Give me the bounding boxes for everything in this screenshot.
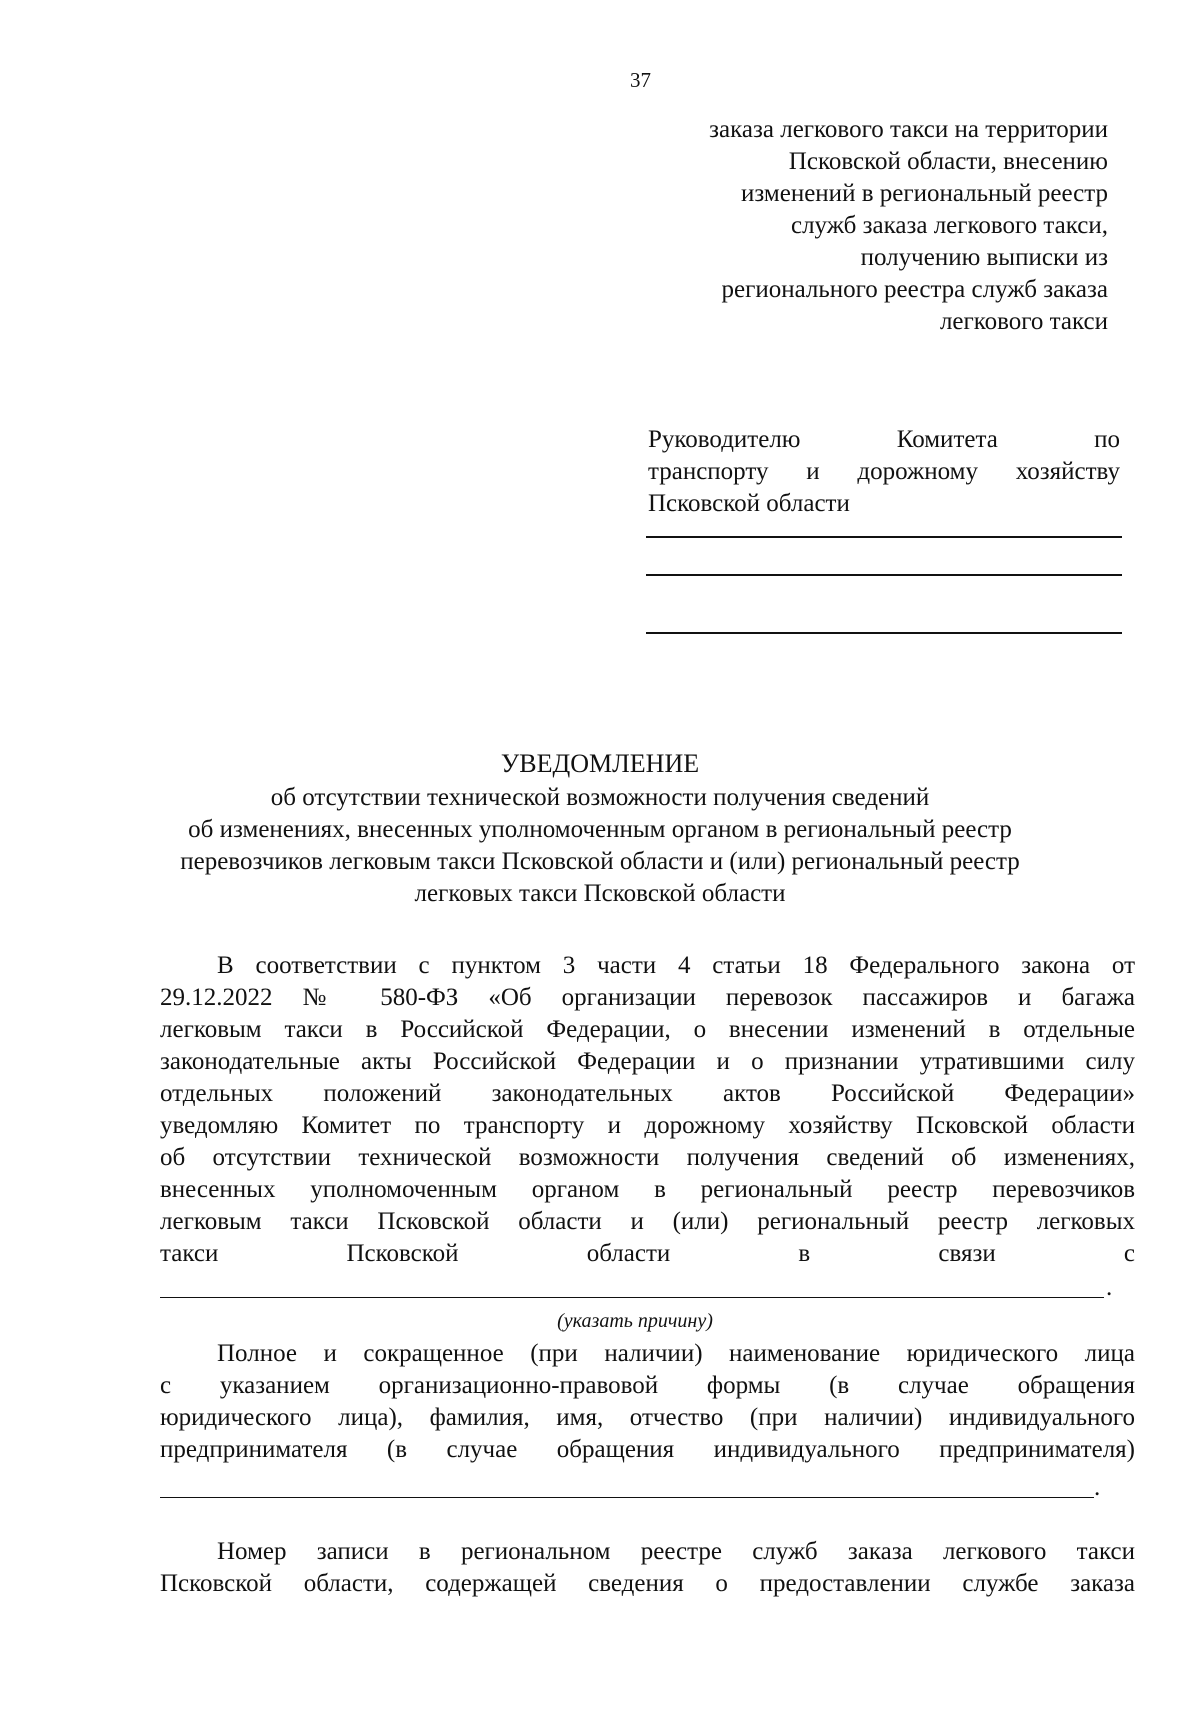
header-line: получению выписки из xyxy=(860,244,1108,271)
paragraph-line: легковым такси в Российской Федерации, о внесении изменений в отдельные xyxy=(160,1016,1135,1043)
subtitle-line: перевозчиков легковым такси Псковской области и (или) региональный реестр xyxy=(180,848,1020,875)
document-subtitle xyxy=(0,782,1200,910)
addressee-blank-line xyxy=(646,536,1122,538)
addressee-block xyxy=(648,424,1120,520)
paragraph-line: с указанием организационно-правовой формы (в случае обращения xyxy=(160,1372,1135,1399)
subtitle-line: об отсутствии технической возможности получения сведений xyxy=(270,784,930,811)
paragraph-line: об отсутствии технической возможности получения сведений об изменениях, xyxy=(160,1144,1135,1171)
addressee-line: Руководителю Комитета по xyxy=(648,426,1120,453)
header-continuation xyxy=(588,114,1108,338)
subtitle-line: об изменениях, внесенных уполномоченным органом в региональный реестр xyxy=(188,816,1012,843)
reason-line-end: . xyxy=(1106,1274,1113,1301)
paragraph-line: законодательные акты Российской Федерации и о признании утратившими силу xyxy=(160,1048,1135,1075)
paragraph-line: 29.12.2022 № 580-ФЗ «Об организации перевозок пассажиров и багажа xyxy=(160,984,1135,1011)
paragraph-line: Псковской области, содержащей сведения о предоставлении службе заказа xyxy=(160,1570,1135,1597)
subtitle-line: легковых такси Псковской области xyxy=(414,880,786,907)
paragraph-line: Полное и сокращенное (при наличии) наименование юридического лица xyxy=(217,1340,1135,1367)
addressee-blank-line xyxy=(646,632,1122,634)
document-title: УВЕДОМЛЕНИЕ xyxy=(500,749,700,778)
addressee-line: транспорту и дорожному хозяйству xyxy=(648,458,1120,485)
reason-caption: (указать причину) xyxy=(557,1310,713,1332)
header-line: служб заказа легкового такси, xyxy=(790,212,1108,239)
paragraph-line: внесенных уполномоченным органом в региональный реестр перевозчиков xyxy=(160,1176,1135,1203)
paragraph-record-number xyxy=(160,1536,1135,1600)
applicant-line-end: . xyxy=(1094,1474,1101,1501)
paragraph-line: такси Псковской области в связи с xyxy=(160,1240,1135,1267)
paragraph-line: уведомляю Комитет по транспорту и дорожному хозяйству Псковской области xyxy=(160,1112,1135,1139)
paragraph-line: юридического лица), фамилия, имя, отчество (при наличии) индивидуального xyxy=(160,1404,1135,1431)
header-line: изменений в региональный реестр xyxy=(741,180,1108,207)
header-line: регионального реестра служб заказа xyxy=(721,276,1108,303)
paragraph-line: предпринимателя (в случае обращения индивидуального предпринимателя) xyxy=(160,1436,1135,1463)
reason-blank-line xyxy=(160,1297,1104,1298)
paragraph-line: легковым такси Псковской области и (или) региональный реестр легковых xyxy=(160,1208,1135,1235)
addressee-blank-line xyxy=(646,574,1122,576)
header-line: легкового такси xyxy=(939,308,1108,335)
paragraph-notice xyxy=(160,950,1135,1270)
page-number: 37 xyxy=(630,68,651,92)
paragraph-line: Номер записи в региональном реестре служб заказа легкового такси xyxy=(217,1538,1135,1565)
paragraph-line: В соответствии с пунктом 3 части 4 статьи 18 Федерального закона от xyxy=(217,952,1135,979)
header-line: заказа легкового такси на территории xyxy=(709,116,1108,143)
applicant-blank-line xyxy=(160,1497,1094,1498)
paragraph-applicant xyxy=(160,1338,1135,1466)
paragraph-line: отдельных положений законодательных актов Российской Федерации» xyxy=(160,1080,1135,1107)
header-line: Псковской области, внесению xyxy=(788,148,1108,175)
addressee-line: Псковской области xyxy=(648,490,850,517)
